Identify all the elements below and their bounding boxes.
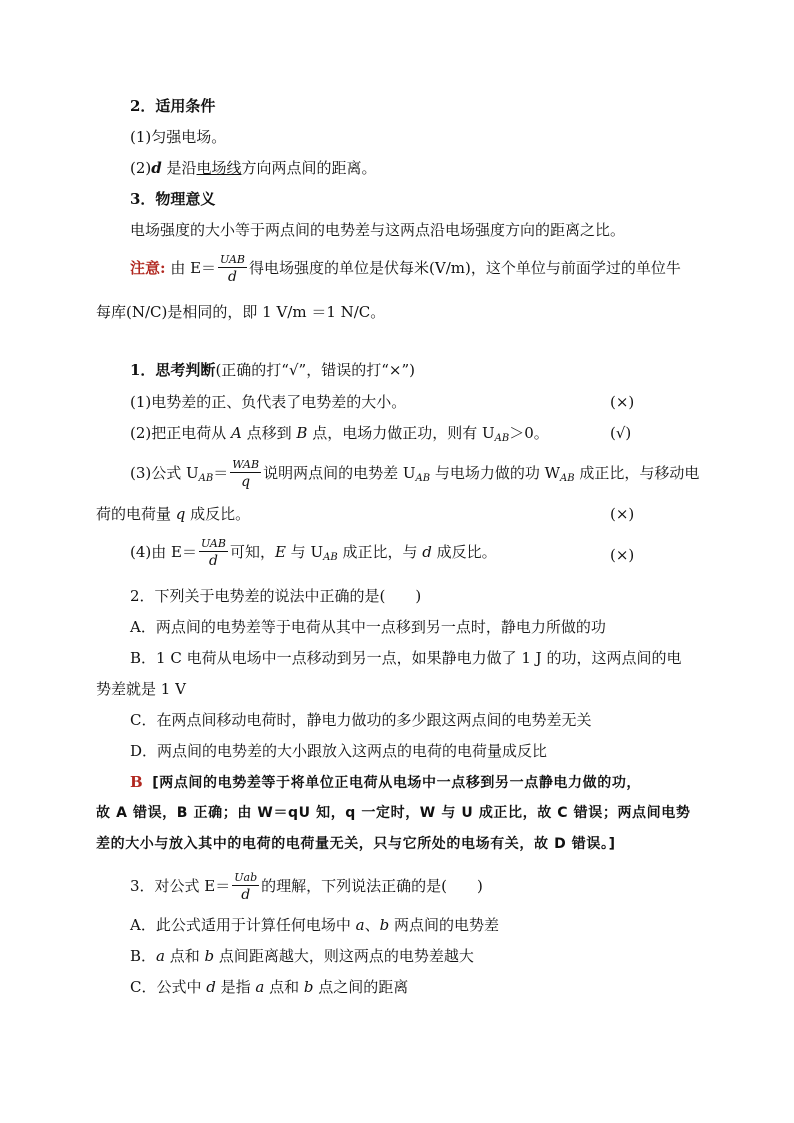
q2-answer-line-3: 差的大小与放入其中的电荷的电荷量无关，只与它所处的电场有关，故 D 错误。] [96, 836, 616, 852]
q2-answer-line-2: 故 A 错误，B 正确；由 W＝qU 知，q 一定时，W 与 U 成正比，故 C 错误；两点间电势 [96, 805, 691, 821]
section-2-item-1: (1)匀强电场。 [130, 128, 227, 146]
q3-fraction: $\frac{\text{Uab}}{d}$ [234, 871, 258, 903]
q3-option-c: C．公式中 d 是指 a 点和 b 点之间的距离 [130, 978, 409, 996]
q2-option-b-line-1: B．1 C 电荷从电场中一点移动到另一点，如果静电力做了 1 J 的功，这两点间的电 [130, 649, 682, 667]
q2-stem: 2．下列关于电势差的说法中正确的是( ) [130, 587, 422, 605]
q2-answer-line-1: B [两点间的电势差等于将单位正电荷从电场中一点移到另一点静电力做的功， [130, 773, 642, 791]
note-line-1: 注意: 由 E＝ $\frac{\text{UAB}}{d}$ 得电场强度的单位是伏每米(V/m)，这个单位与前面学过的单位牛 [130, 253, 681, 285]
q1-item-3-line-1: (3)公式 $U_{AB}=$ $\frac{\text{WAB}}{q}$ 说明两点间的电势差 $U_{AB}$ 与电场力做的功 $W_{AB}$ 成正比，与移动电 [130, 458, 700, 490]
q1-mark-1: (×) [610, 393, 635, 411]
q1-mark-4: (×) [610, 546, 635, 564]
q1-mark-2: (√) [610, 424, 632, 442]
q1-item-1: (1)电势差的正、负代表了电势差的大小。 [130, 393, 407, 411]
q1-item-2: (2)把正电荷从 A 点移到 B 点，电场力做正功，则有 $U_{AB}>0$。 [130, 424, 549, 444]
section-3-heading: 3．物理意义 [130, 190, 216, 208]
note-label: 注意: [130, 259, 166, 277]
q1-mark-3: (×) [610, 505, 635, 523]
q1-fraction-w: $\frac{\text{WAB}}{q}$ [232, 458, 260, 490]
q1-item-4: (4)由 E＝ $\frac{\text{UAB}}{d}$ 可知，E 与 $U_{AB}$ 成正比，与 d 成反比。 [130, 537, 497, 569]
q3-stem: 3．对公式 E＝ $\frac{\text{Uab}}{d}$ 的理解，下列说法正确的是( ) [130, 871, 483, 903]
q2-option-d: D．两点间的电势差的大小跟放入这两点的电荷的电荷量成反比 [130, 742, 548, 760]
q1-heading: 1．思考判断(正确的打“√”，错误的打“×”) [130, 361, 415, 379]
note-line-2: 每库(N/C)是相同的，即 1 V/m ＝1 N/C。 [96, 303, 386, 321]
q2-option-c: C．在两点间移动电荷时，静电力做功的多少跟这两点间的电势差无关 [130, 711, 592, 729]
q1-fraction-u: $\frac{\text{UAB}}{d}$ [200, 537, 226, 569]
section-3-text: 电场强度的大小等于两点间的电势差与这两点沿电场强度方向的距离之比。 [130, 221, 626, 239]
q2-option-a: A．两点间的电势差等于电荷从其中一点移到另一点时，静电力所做的功 [130, 618, 606, 636]
section-2-item-2: (2)d 是沿电场线方向两点间的距离。 [130, 159, 377, 177]
q2-option-b-line-2: 势差就是 1 V [96, 680, 186, 698]
q3-option-a: A．此公式适用于计算任何电场中 a、b 两点间的电势差 [130, 916, 499, 934]
note-fraction: $\frac{\text{UAB}}{d}$ [220, 253, 246, 285]
q2-answer-letter: B [130, 773, 143, 791]
section-2-heading: 2．适用条件 [130, 97, 216, 115]
q1-item-3-line-2: 荷的电荷量 q 成反比。 [96, 505, 251, 523]
q3-option-b: B．a 点和 b 点间距离越大，则这两点的电势差越大 [130, 947, 474, 965]
